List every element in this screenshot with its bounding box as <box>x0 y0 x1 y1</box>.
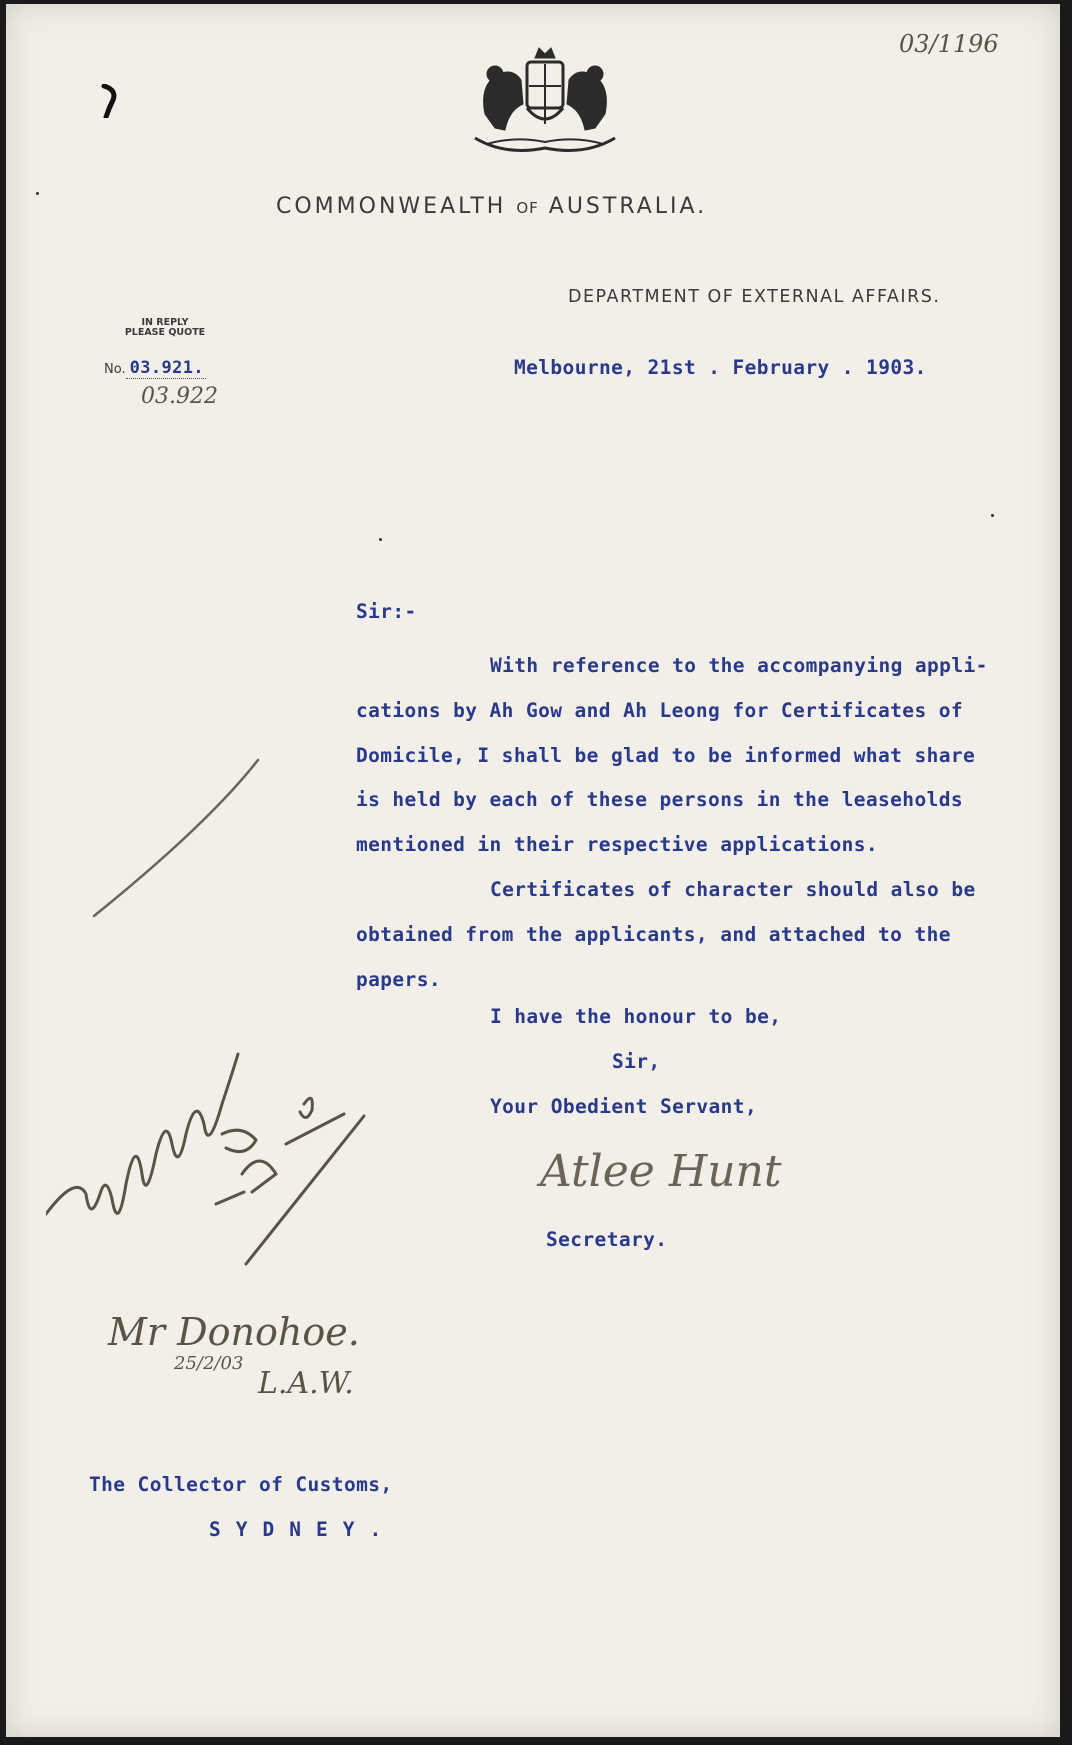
body-line: papers. <box>356 967 441 991</box>
speck <box>379 538 382 541</box>
no-label: No. <box>104 362 126 377</box>
letter-body <box>356 644 988 1002</box>
reply-line-2: PLEASE QUOTE <box>124 327 206 338</box>
closing-servant: Your Obedient Servant, <box>490 1095 758 1118</box>
body-line: With reference to the accompanying appli- <box>490 654 988 677</box>
letter-sheet <box>6 4 1060 1737</box>
reference-number-line <box>104 358 206 378</box>
speck <box>36 192 39 195</box>
addressee-line-2: SYDNEY. <box>209 1518 397 1541</box>
addressee-line-1: The Collector of Customs, <box>89 1473 393 1496</box>
date-line: Melbourne, 21st . February . 1903. <box>514 356 927 379</box>
annotation-date: 25/2/03 <box>174 1353 244 1374</box>
title-australia: AUSTRALIA. <box>548 194 708 219</box>
title-commonwealth: COMMONWEALTH <box>276 194 507 219</box>
annotation-name: Mr Donohoe. <box>108 1310 360 1354</box>
title-of: OF <box>516 199 539 217</box>
letterhead-title <box>276 194 707 219</box>
body-line: Certificates of character should also be <box>490 877 976 901</box>
annotation-initials: L.A.W. <box>258 1366 354 1401</box>
body-line: obtained from the applicants, and attached to the <box>356 922 951 946</box>
coat-of-arms-icon <box>465 44 625 164</box>
reply-note <box>102 318 228 338</box>
department-heading: DEPARTMENT OF EXTERNAL AFFAIRS. <box>568 287 941 307</box>
signatory-title: Secretary. <box>546 1228 668 1251</box>
signature: Atlee Hunt <box>540 1146 782 1197</box>
speck <box>991 514 994 517</box>
body-line: Domicile, I shall be glad to be informed what share <box>356 743 976 767</box>
body-line: cations by Ah Gow and Ah Leong for Certificates of <box>356 698 963 722</box>
handwritten-reference-number: 03.922 <box>141 384 218 409</box>
handwritten-scribble-icon <box>46 1024 386 1284</box>
handwritten-file-reference: 03/1196 <box>899 30 999 58</box>
reply-line-1: IN REPLY <box>141 317 189 328</box>
closing-sir: Sir, <box>612 1050 661 1073</box>
salutation: Sir:- <box>356 600 417 623</box>
body-line: mentioned in their respective applications. <box>356 833 879 857</box>
ink-mark-icon <box>101 84 117 118</box>
closing-honour: I have the honour to be, <box>490 1005 782 1028</box>
body-line: is held by each of these persons in the leaseholds <box>356 788 963 812</box>
slash-mark-icon <box>88 754 268 924</box>
reference-number: 03.921. <box>126 358 206 379</box>
